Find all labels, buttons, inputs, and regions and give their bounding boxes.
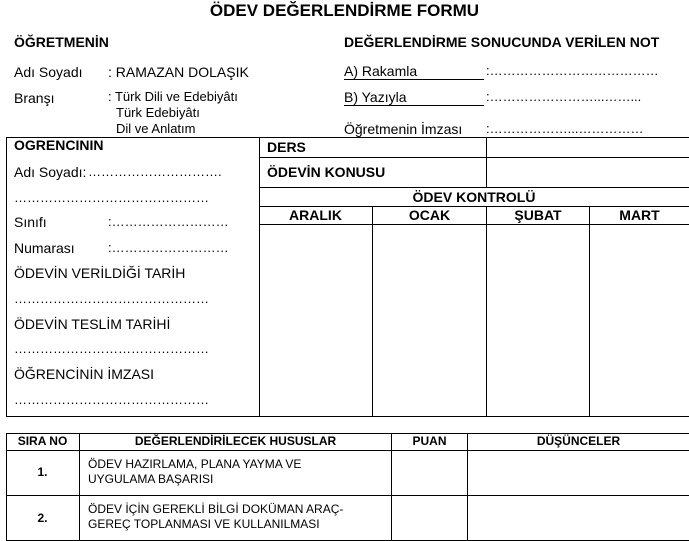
grade-numeric-label: A) Rakamla xyxy=(344,63,484,80)
mid-table-divider xyxy=(259,137,260,417)
teacher-branch-line3: Dil ve Anlatım xyxy=(116,121,196,136)
topic-label: ÖDEVİN KONUSU xyxy=(267,164,386,180)
mid-table-bottom-border xyxy=(6,416,689,417)
month-ocak: OCAK xyxy=(408,207,451,223)
month-col-divider-3 xyxy=(589,206,590,417)
month-aralik: ARALIK xyxy=(289,207,342,223)
student-class-dots: :……………………… xyxy=(108,214,229,229)
student-name-dots: …………………………. xyxy=(88,164,222,179)
teacher-branch-line1: : Türk Dili ve Edebiyâtı xyxy=(108,89,238,104)
student-name-label: Adı Soyadı: xyxy=(14,164,87,180)
eval-header-comments: DÜŞÜNCELER xyxy=(536,434,621,448)
month-col-divider-1 xyxy=(372,206,373,417)
eval-row-1-text: ÖDEV HAZIRLAMA, PLANA YAYMA VE UYGULAMA BAŞARISI xyxy=(88,457,302,486)
eval-col-divider-1 xyxy=(79,433,80,541)
eval-header-no: SIRA NO xyxy=(17,434,68,448)
due-date-dots: ……………………………………… xyxy=(14,341,209,356)
eval-header-line xyxy=(6,450,689,451)
teacher-name-value: : RAMAZAN DOLAŞIK xyxy=(108,64,249,80)
student-number-dots: :……………………… xyxy=(108,240,229,255)
course-row-line xyxy=(259,157,689,158)
months-row-line xyxy=(259,224,689,225)
eval-row-1-no: 1. xyxy=(37,465,48,479)
grade-numeric-dots: :………………………………… xyxy=(486,63,659,78)
eval-row-2-no: 2. xyxy=(37,511,48,525)
due-date-label: ÖDEVİN TESLİM TARİHİ xyxy=(14,316,171,332)
teacher-name-label: Adı Soyadı xyxy=(14,64,83,80)
control-heading: ÖDEV KONTROLÜ xyxy=(412,189,536,205)
form-title: ÖDEV DEĞERLENDİRME FORMU xyxy=(209,1,480,20)
topic-row-line xyxy=(259,187,689,188)
mid-table-top-border xyxy=(6,137,689,138)
teacher-heading: ÖĞRETMENİN xyxy=(14,34,109,50)
grade-written-label: B) Yazıyla xyxy=(344,89,484,106)
course-label: DERS xyxy=(267,139,306,155)
month-col-divider-2 xyxy=(486,206,487,417)
student-number-label: Numarası xyxy=(14,240,75,256)
student-class-label: Sınıfı xyxy=(14,214,47,230)
eval-row-2-text: ÖDEV İÇİN GEREKLİ BİLGİ DOKÜMAN ARAÇ-GEREÇ TOPLANMASI VE KULLANILMASI xyxy=(88,502,344,531)
student-signature-label: ÖĞRENCİNİN İMZASI xyxy=(14,366,155,382)
eval-col-divider-2 xyxy=(391,433,392,541)
month-mart: MART xyxy=(619,207,660,223)
eval-header-items: DEĞERLENDİRİLECEK HUSUSLAR xyxy=(134,434,337,448)
eval-header-score: PUAN xyxy=(412,434,447,448)
eval-col-divider-3 xyxy=(467,433,468,541)
grade-signature-label: Öğretmenin İmzası xyxy=(344,121,463,137)
teacher-branch-label: Branşı xyxy=(14,90,55,106)
grade-heading: DEĞERLENDİRME SONUCUNDA VERİLEN NOT xyxy=(344,34,660,50)
student-heading: OGRENCININ xyxy=(14,137,104,153)
student-signature-dots: ……………………………………… xyxy=(14,392,209,407)
student-name-dots-2: ……………………………………… xyxy=(14,190,209,205)
grade-written-dots: :……………………...……... xyxy=(486,89,642,104)
teacher-branch-line2: Türk Edebiyâtı xyxy=(116,105,200,120)
course-col-divider xyxy=(486,137,487,187)
month-subat: ŞUBAT xyxy=(514,207,562,223)
eval-row-1-line xyxy=(6,495,689,496)
mid-table-left-border xyxy=(6,137,7,417)
grade-signature-dots: :………………...…………… xyxy=(486,121,644,136)
given-date-dots: ……………………………………… xyxy=(14,291,209,306)
given-date-label: ÖDEVİN VERİLDİĞİ TARİH xyxy=(14,265,186,281)
